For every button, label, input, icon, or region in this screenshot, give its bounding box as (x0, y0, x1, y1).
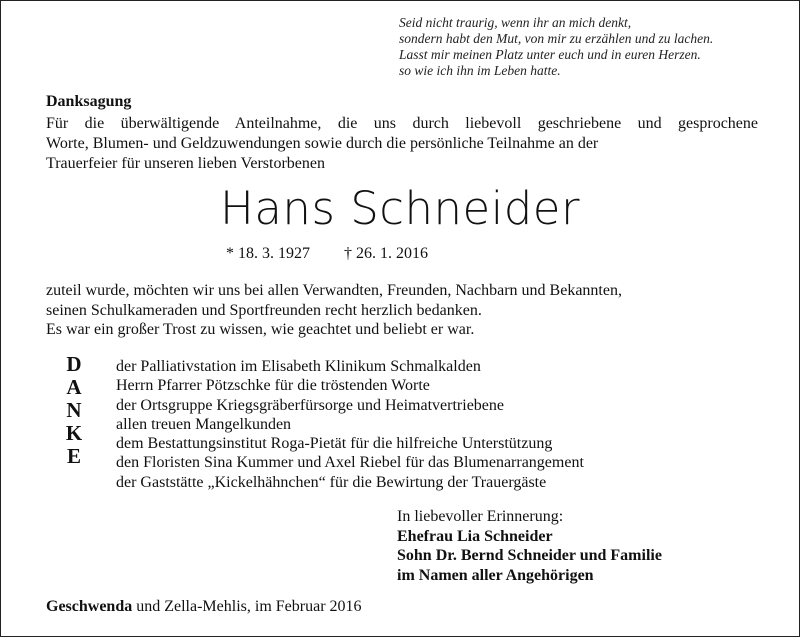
footer-rest: und Zella-Mehlis, im Februar 2016 (132, 598, 362, 615)
poem-line: Seid nicht traurig, wenn ihr an mich denkt, (399, 15, 632, 30)
footer-place-date (46, 598, 362, 616)
mourner-name: Ehefrau Lia Schneider (397, 527, 553, 545)
gratitude-line: Es war ein großer Trost zu wissen, wie geachtet und beliebt er war. (46, 321, 475, 338)
remembrance-intro: In liebevoller Erinnerung: (397, 508, 564, 525)
intro-line: Worte, Blumen- und Geldzuwendungen sowie durch die persönliche Teilnahme an der (46, 135, 599, 152)
danke-letter: E (66, 444, 81, 468)
remembrance-block (397, 507, 757, 585)
life-dates (226, 245, 428, 263)
poem-line: sondern habt den Mut, von mir zu erzählen und zu lachen. (399, 31, 714, 46)
thanks-item: der Gaststätte „Kickelhähnchen“ für die Bewirtung der Trauergäste (116, 473, 547, 491)
mourner-name: Sohn Dr. Bernd Schneider und Familie (397, 547, 662, 564)
heading: Danksagung (46, 93, 132, 110)
danke-vertical (59, 353, 89, 468)
intro-line: Trauerfeier für unseren lieben Verstorbenen (46, 155, 326, 172)
poem (399, 15, 789, 79)
footer-place: Geschwenda (46, 598, 133, 615)
birth-date: * 18. 3. 1927 (226, 245, 310, 262)
danke-letter: A (66, 375, 82, 399)
thanks-item: Herrn Pfarrer Pötzschke für die tröstenden Worte (116, 377, 430, 395)
thanks-item: der Palliativstation im Elisabeth Klinikum Schmalkalden (116, 358, 481, 375)
danke-letter: K (65, 421, 83, 445)
mourner-name: im Namen aller Angehörigen (397, 566, 594, 584)
poem-line: so wie ich ihn im Leben hatte. (399, 63, 561, 78)
gratitude-line: seinen Schulkameraden und Sportfreunden recht herzlich bedanken. (46, 301, 482, 319)
danke-letter: D (66, 352, 82, 376)
gratitude-text (46, 281, 766, 340)
danke-letter: N (66, 398, 82, 422)
thanks-item: den Floristen Sina Kummer und Axel Riebel für das Blumenarrangement (116, 454, 584, 472)
thanks-item: der Ortsgruppe Kriegsgräberfürsorge und Heimatvertriebene (116, 396, 504, 414)
gratitude-line: zuteil wurde, möchten wir uns bei allen Verwandten, Freunden, Nachbarn und Bekannten, (46, 282, 622, 299)
death-date: † 26. 1. 2016 (344, 245, 428, 262)
thanks-item: dem Bestattungsinstitut Roga-Pietät für die hilfreiche Unterstützung (116, 435, 553, 453)
poem-line: Lasst mir meinen Platz unter euch und in euren Herzen. (399, 47, 701, 62)
intro-text (46, 114, 758, 174)
thanks-list (116, 357, 716, 492)
deceased-name: Hans Schneider (220, 182, 580, 235)
intro-line: Für die überwältigende Anteilnahme, die uns durch liebevoll geschriebene und gesprochene (46, 115, 758, 132)
thanks-item: allen treuen Mangelkunden (116, 415, 292, 433)
